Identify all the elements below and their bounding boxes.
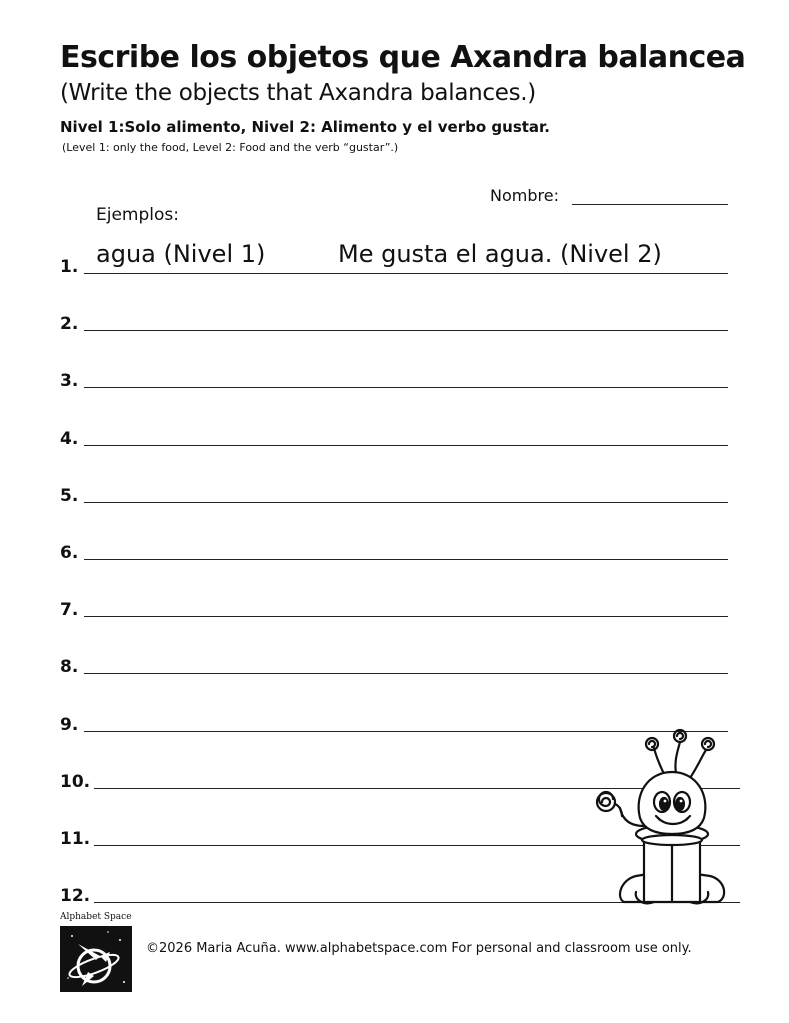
- answer-line[interactable]: [84, 502, 728, 503]
- row-number: 4.: [60, 428, 79, 449]
- row-number: 11.: [60, 829, 91, 849]
- alien-character-icon: [588, 722, 754, 908]
- answer-row: [60, 536, 740, 563]
- answer-line[interactable]: [84, 559, 728, 560]
- copyright-footer: ©2026 Maria Acuña. www.alphabetspace.com For personal and classroom use only.: [146, 941, 692, 956]
- row-number: 9.: [60, 714, 79, 735]
- row-number: 10.: [60, 771, 91, 792]
- row-number: 1.: [60, 257, 79, 277]
- answer-line[interactable]: [84, 273, 728, 274]
- level-instructions: Nivel 1:Solo alimento, Nivel 2: Alimento y el verbo gustar.: [60, 118, 550, 136]
- row-number: 7.: [60, 600, 79, 621]
- examples-label: Ejemplos:: [96, 205, 179, 225]
- answer-line[interactable]: [84, 330, 728, 331]
- brand-name: Alphabet Space: [60, 912, 132, 922]
- answer-row: [60, 422, 740, 449]
- answer-row: [60, 650, 740, 678]
- answer-row: [60, 250, 740, 277]
- worksheet-subtitle: (Write the objects that Axandra balances.): [60, 80, 536, 106]
- answer-row: [60, 307, 740, 335]
- row-number: 8.: [60, 657, 79, 678]
- answer-line[interactable]: [84, 387, 728, 388]
- answer-row: [60, 364, 740, 392]
- answer-line[interactable]: [84, 445, 728, 446]
- worksheet-title: Escribe los objetos que Axandra balancea: [60, 40, 746, 75]
- name-label: Nombre:: [490, 186, 559, 205]
- rocket-planet-logo-icon: [60, 926, 132, 992]
- example-level-1: agua (Nivel 1): [96, 240, 266, 268]
- answer-row: [60, 593, 740, 621]
- level-instructions-english: (Level 1: only the food, Level 2: Food and the verb “gustar”.): [62, 141, 399, 154]
- row-number: 5.: [60, 485, 79, 506]
- answer-line[interactable]: [84, 616, 728, 617]
- answer-line[interactable]: [84, 673, 728, 674]
- row-number: 12.: [60, 886, 91, 907]
- name-line[interactable]: [572, 204, 728, 205]
- answer-row: [60, 479, 740, 506]
- row-number: 2.: [60, 314, 79, 335]
- row-number: 6.: [60, 543, 79, 563]
- example-level-2: Me gusta el agua. (Nivel 2): [338, 240, 662, 268]
- row-number: 3.: [60, 371, 79, 392]
